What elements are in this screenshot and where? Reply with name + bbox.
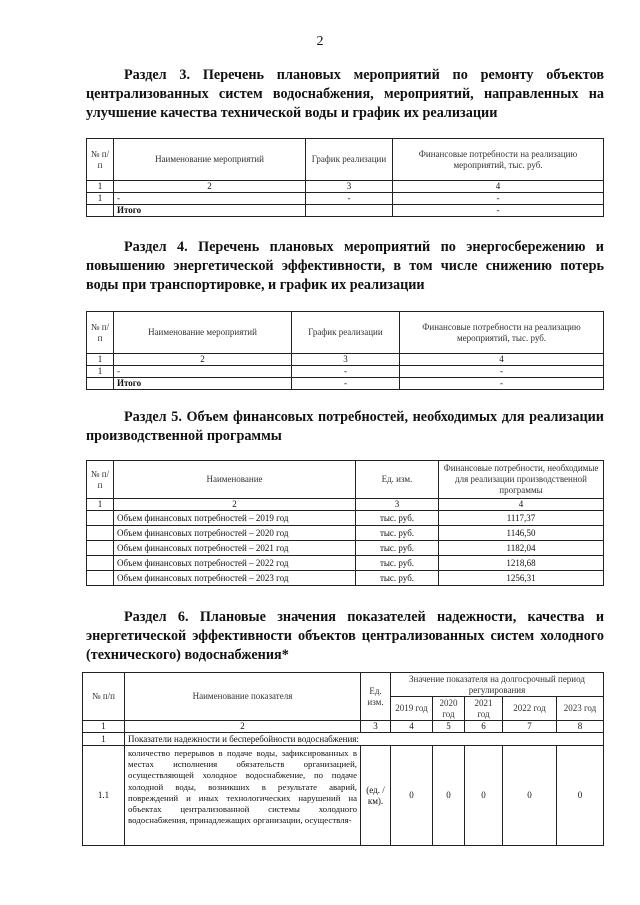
row-value: 1117,37: [439, 511, 604, 526]
column-number: 1: [83, 721, 125, 733]
column-number: 1: [87, 499, 114, 511]
column-number: 3: [306, 181, 393, 193]
row-unit: тыс. руб.: [356, 526, 439, 541]
table-row: [87, 571, 604, 586]
cell: -: [306, 193, 393, 205]
cell: -: [114, 366, 292, 378]
section-3-title: Раздел 3. Перечень плановых мероприятий по ремонту объектов централизованных систем водоснабжения, мероприятий, направленных на улучшение качества технической воды и график их реализации: [86, 67, 604, 121]
header-name: Наименование: [114, 461, 356, 499]
column-number: 6: [465, 721, 503, 733]
header-name: Наименование мероприятий: [114, 139, 306, 181]
table-row: [87, 541, 604, 556]
cell: [87, 511, 114, 526]
section-6-title: Раздел 6. Плановые значения показателей надежности, качества и энергетической эффективности объектов централизованных систем холодного (технического) водоснабжения*: [86, 609, 604, 663]
cell: [87, 526, 114, 541]
row-num: 1.1: [83, 746, 125, 846]
section-5-table: [86, 460, 604, 586]
column-number: 4: [391, 721, 433, 733]
header-num: № п/п: [87, 139, 114, 181]
header-schedule: График реализации: [292, 312, 400, 354]
group-label: Показатели надежности и бесперебойности водоснабжения:: [125, 733, 604, 746]
total-row: [87, 205, 604, 217]
header-name: Наименование мероприятий: [114, 312, 292, 354]
page-number: 2: [316, 34, 324, 49]
cell: -: [292, 366, 400, 378]
cell: 1: [87, 366, 114, 378]
row-name: Объем финансовых потребностей – 2019 год: [114, 511, 356, 526]
row-value: 1146,50: [439, 526, 604, 541]
table-row: [87, 526, 604, 541]
column-number: 5: [433, 721, 465, 733]
row-unit: тыс. руб.: [356, 541, 439, 556]
row-value: 1256,31: [439, 571, 604, 586]
header-year: 2020 год: [433, 697, 465, 721]
cell: [87, 205, 114, 217]
column-number: 2: [114, 499, 356, 511]
section-4-title: Раздел 4. Перечень плановых мероприятий по энергосбережению и повышению энергетической эффективности, в том числе снижению потерь воды при транспортировке, и график их реализации: [86, 239, 604, 293]
header-year: 2019 год: [391, 697, 433, 721]
cell: [87, 541, 114, 556]
column-number: 3: [292, 354, 400, 366]
total-label: Итого: [114, 378, 292, 390]
header-finance: Финансовые потребности, необходимые для реализации производственной программы: [439, 461, 604, 499]
total-row: [87, 378, 604, 390]
header-schedule: График реализации: [306, 139, 393, 181]
group-row: [83, 733, 604, 746]
column-number: 3: [356, 499, 439, 511]
row-value: 0: [433, 746, 465, 846]
column-number: 2: [125, 721, 361, 733]
column-number: 4: [439, 499, 604, 511]
column-number: 4: [400, 354, 604, 366]
row-value: 1218,68: [439, 556, 604, 571]
header-year: 2022 год: [503, 697, 557, 721]
cell: [306, 205, 393, 217]
total-label: Итого: [114, 205, 306, 217]
column-number: 1: [87, 354, 114, 366]
row-name: Объем финансовых потребностей – 2022 год: [114, 556, 356, 571]
table-row: [87, 556, 604, 571]
header-unit: Ед. изм.: [356, 461, 439, 499]
header-num: № п/п: [87, 461, 114, 499]
row-value: 0: [503, 746, 557, 846]
table-row: [87, 511, 604, 526]
section-5-title: Раздел 5. Объем финансовых потребностей, необходимых для реализации производственной программы: [86, 409, 604, 444]
row-unit: тыс. руб.: [356, 571, 439, 586]
cell: [87, 378, 114, 390]
cell: 1: [87, 193, 114, 205]
cell: -: [114, 193, 306, 205]
row-name: Объем финансовых потребностей – 2023 год: [114, 571, 356, 586]
row-description: количество перерывов в подаче воды, зафиксированных в местах исполнения обязательств организацией, осуществляющей холодное водоснабжение, по подаче холодной воды, возникших в результате аварий, повреждений и иных технологических нарушений на объектах централизованной системы холодного водоснабжения, принадлежащих организации, осуществля-: [125, 746, 361, 846]
cell: -: [400, 366, 604, 378]
header-finance: Финансовые потребности на реализацию мероприятий, тыс. руб.: [393, 139, 604, 181]
cell: [87, 556, 114, 571]
table-row: [83, 746, 604, 846]
total-value: -: [292, 378, 400, 390]
section-4-table: [86, 311, 604, 390]
row-value: 0: [391, 746, 433, 846]
column-number: 4: [393, 181, 604, 193]
header-year: 2021 год: [465, 697, 503, 721]
row-value: 0: [557, 746, 604, 846]
column-number: 2: [114, 181, 306, 193]
cell: [87, 571, 114, 586]
header-num: № п/п: [87, 312, 114, 354]
table-row: [87, 193, 604, 205]
row-value: 0: [465, 746, 503, 846]
column-number: 2: [114, 354, 292, 366]
column-number: 7: [503, 721, 557, 733]
group-num: 1: [83, 733, 125, 746]
total-value: -: [400, 378, 604, 390]
row-unit: тыс. руб.: [356, 556, 439, 571]
column-number: 1: [87, 181, 114, 193]
row-name: Объем финансовых потребностей – 2020 год: [114, 526, 356, 541]
total-value: -: [393, 205, 604, 217]
cell: -: [393, 193, 604, 205]
header-num: № п/п: [83, 673, 125, 721]
header-name: Наименование показателя: [125, 673, 361, 721]
table-row: [87, 366, 604, 378]
row-unit: (ед. / км).: [361, 746, 391, 846]
column-number: 3: [361, 721, 391, 733]
row-name: Объем финансовых потребностей – 2021 год: [114, 541, 356, 556]
section-6-table: [82, 672, 604, 846]
row-value: 1182,04: [439, 541, 604, 556]
header-unit: Ед. изм.: [361, 673, 391, 721]
header-finance: Финансовые потребности на реализацию мероприятий, тыс. руб.: [400, 312, 604, 354]
header-year: 2023 год: [557, 697, 604, 721]
column-number: 8: [557, 721, 604, 733]
section-3-table: [86, 138, 604, 217]
row-unit: тыс. руб.: [356, 511, 439, 526]
header-period: Значение показателя на долгосрочный период регулирования: [391, 673, 604, 697]
